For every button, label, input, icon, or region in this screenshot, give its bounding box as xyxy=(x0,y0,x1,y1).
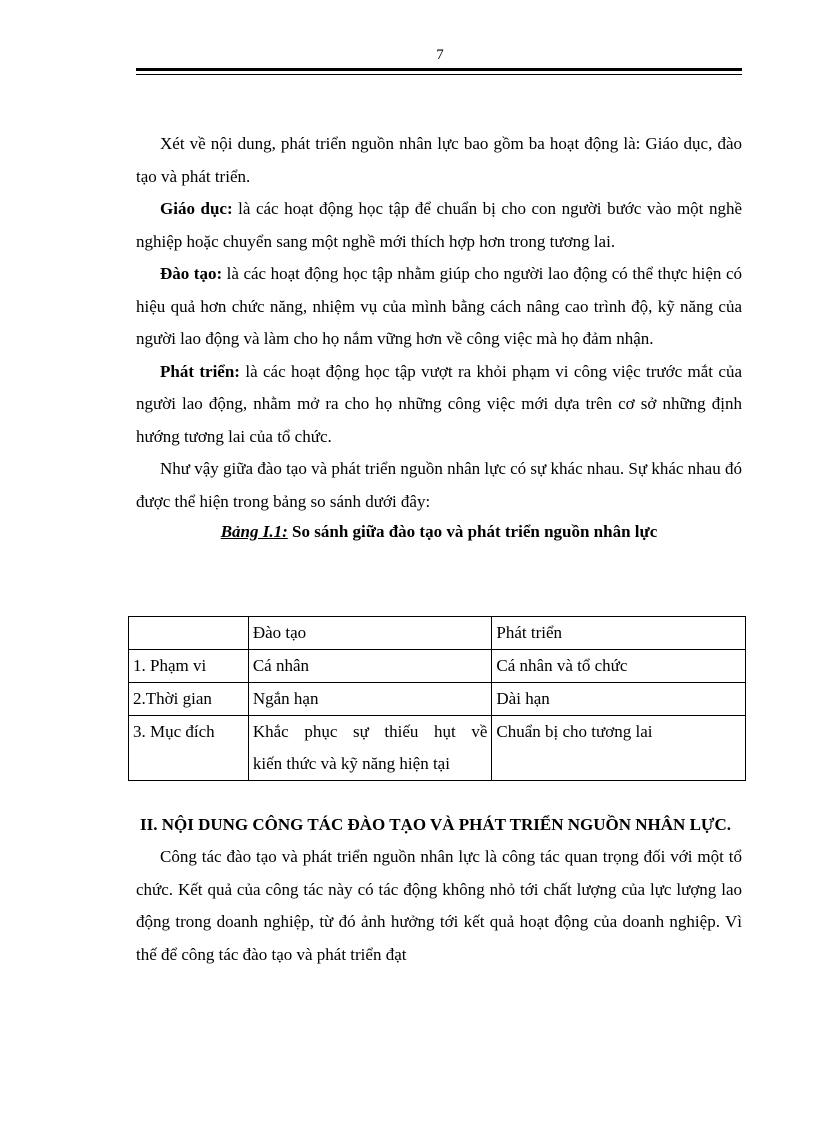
table-cell: Cá nhân xyxy=(248,650,492,683)
intro-paragraph: Xét về nội dung, phát triển nguồn nhân lực bao gồm ba hoạt động là: Giáo dục, đào tạo và phát triển. xyxy=(136,134,742,186)
header-rule-thin xyxy=(136,74,742,75)
table-cell: Cá nhân và tổ chức xyxy=(492,650,746,683)
table-header-cell: Phát triển xyxy=(492,617,746,650)
phat-trien-paragraph xyxy=(136,356,742,454)
header-rule-thick xyxy=(136,68,742,71)
comparison-intro-paragraph: Như vậy giữa đào tạo và phát triển nguồn nhân lực có sự khác nhau. Sự khác nhau đó được thể hiện trong bảng so sánh dưới đây: xyxy=(136,459,742,511)
dao-tao-term: Đào tạo: xyxy=(160,264,223,283)
table-header-row xyxy=(129,617,746,650)
table-cell: Ngắn hạn xyxy=(248,683,492,716)
table-caption xyxy=(136,520,742,544)
table-cell: 1. Phạm vi xyxy=(129,650,249,683)
table-row xyxy=(129,683,746,716)
comparison-table xyxy=(128,616,746,781)
table-cell: 3. Mục đích xyxy=(129,716,249,781)
table-cell: Chuẩn bị cho tương lai xyxy=(492,716,746,781)
page-number: 7 xyxy=(436,47,444,63)
table-cell-multiline xyxy=(248,716,492,781)
dao-tao-paragraph xyxy=(136,258,742,356)
giao-duc-term: Giáo dục: xyxy=(160,199,233,218)
table-header-cell xyxy=(129,617,249,650)
table-cell: Dài hạn xyxy=(492,683,746,716)
giao-duc-paragraph xyxy=(136,193,742,258)
section-heading: II. NỘI DUNG CÔNG TÁC ĐÀO TẠO VÀ PHÁT TRIỂN NGUỒN NHÂN LỰC. xyxy=(140,815,731,834)
table-cell-line: kiến thức và kỹ năng hiện tại xyxy=(252,754,450,773)
body-text xyxy=(136,128,742,544)
phat-trien-term: Phát triển: xyxy=(160,361,240,381)
table-cell: 2.Thời gian xyxy=(129,683,249,716)
table-row xyxy=(129,716,746,781)
section-body: Công tác đào tạo và phát triển nguồn nhân lực là công tác quan trọng đối với một tổ chức. Kết quả của công tác này có tác động không nhỏ tới chất lượng của lực lượng lao động trong doanh nghiệp, từ đó ảnh hưởng tới kết quả hoạt động của doanh nghiệp. Vì thế để công tác đào tạo và phát triển đạt xyxy=(136,847,742,964)
section-ii xyxy=(136,808,742,971)
table-caption-label: Bảng I.1: xyxy=(220,522,288,541)
giao-duc-text: là các hoạt động học tập để chuẩn bị cho con người bước vào một nghề nghiệp hoặc chuyển sang một nghề mới thích hợp hơn trong tương lai. xyxy=(136,199,742,251)
table-header-cell: Đào tạo xyxy=(248,617,492,650)
table-caption-title: So sánh giữa đào tạo và phát triển nguồn nhân lực xyxy=(287,522,658,541)
phat-trien-text: là các hoạt động học tập vượt ra khỏi phạm vi công việc trước mắt của người lao động, nhằm mở ra cho họ những công việc mới dựa trên cơ sở những định hướng tương lai của tổ chức. xyxy=(136,361,742,446)
table-row xyxy=(129,650,746,683)
table-cell-line: Khắc phục sự thiếu hụt về xyxy=(252,722,488,741)
dao-tao-text: là các hoạt động học tập nhằm giúp cho người lao động có thể thực hiện có hiệu quả hơn chức năng, nhiệm vụ của mình bằng cách nâng cao trình độ, kỹ năng của người lao động và làm cho họ nắm vững hơn về công việc mà họ đảm nhận. xyxy=(136,264,742,348)
